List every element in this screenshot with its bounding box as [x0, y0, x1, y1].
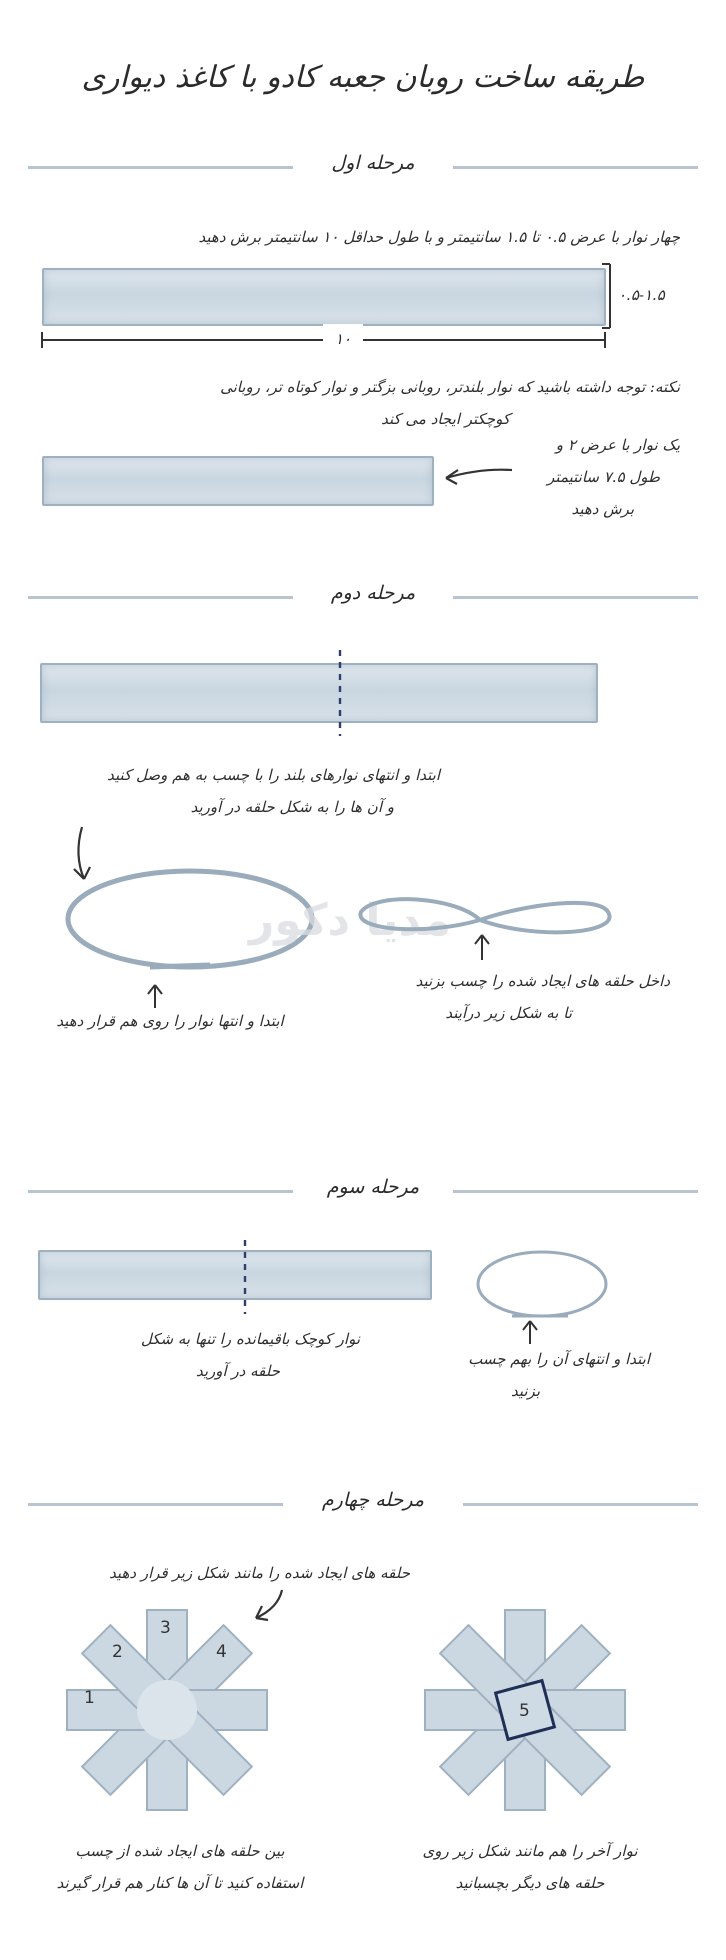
- loop-number-1: 1: [84, 1688, 95, 1708]
- ribbon-star-right: [420, 1605, 630, 1815]
- pinch-line2: تا به شکل زیر درآیند: [445, 1004, 572, 1022]
- glue-line1: ابتدا و انتهای آن را بهم چسب: [468, 1350, 650, 1368]
- small-strip-dashed-mark: [240, 1238, 250, 1316]
- short-line2: طول ۷.۵ سانتیمتر: [547, 468, 660, 486]
- short-strip-arrow: [440, 460, 515, 490]
- pinch-line1: داخل حلقه های ایجاد شده را چسب بزنید: [415, 972, 670, 990]
- short-strip: [42, 456, 434, 506]
- small-loop: [472, 1246, 612, 1326]
- short-line3: برش دهید: [571, 500, 634, 518]
- left-line1: بین حلقه های ایجاد شده از چسب: [75, 1842, 285, 1860]
- strip-with-center-mark: [40, 663, 598, 723]
- loop-number-2: 2: [112, 1642, 123, 1662]
- right-line2: حلقه های دیگر بچسبانید: [455, 1874, 605, 1892]
- width-bracket: [600, 262, 620, 332]
- loop-number-5: 5: [519, 1701, 530, 1721]
- step1-title: مرحله اول: [293, 152, 453, 174]
- ribbon-star-left: [62, 1605, 272, 1815]
- loop-caption: ابتدا و انتها نوار را روی هم قرار دهید: [56, 1012, 284, 1030]
- left-line2: استفاده کنید تا آن ها کنار هم قرار گیرند: [56, 1874, 304, 1892]
- loop-number-4: 4: [216, 1642, 227, 1662]
- width-label: ۰.۵-۱.۵: [618, 286, 665, 304]
- right-line1: نوار آخر را هم مانند شکل زیر روی: [422, 1842, 638, 1860]
- watermark-logo: مدیا دکور: [248, 895, 452, 946]
- pinch-arrow: [472, 932, 492, 962]
- note-line1: نکته: توجه داشته باشید که نوار بلندتر، روبانی بزگتر و نوار کوتاه تر، روبانی: [220, 378, 680, 396]
- step2-title: مرحله دوم: [293, 582, 453, 604]
- page-title: طریقه ساخت روبان جعبه کادو با کاغذ دیواری: [81, 60, 645, 95]
- short-line1: یک نوار با عرض ۲ و: [555, 436, 680, 454]
- step2-instruction-line1: ابتدا و انتهای نوارهای بلند را با چسب به هم وصل کنید: [107, 766, 440, 784]
- arrange-instruction: حلقه های ایجاد شده را مانند شکل زیر قرار دهید: [109, 1564, 410, 1582]
- loop-number-3: 3: [160, 1618, 171, 1638]
- glue-line2: بزنید: [510, 1382, 540, 1400]
- step1-instruction: چهار نوار با عرض ۰.۵ تا ۱.۵ سانتیمتر و با طول حداقل ۱۰ سانتیمتر برش دهید: [198, 228, 680, 246]
- step4-title: مرحله چهارم: [283, 1489, 463, 1511]
- note-line2: کوچکتر ایجاد می کند: [381, 410, 510, 428]
- strip-line1: نوار کوچک باقیمانده را تنها به شکل: [140, 1330, 360, 1348]
- small-strip: [38, 1250, 432, 1300]
- length-label: ۱۰: [323, 324, 363, 354]
- center-dashed-mark: [335, 648, 345, 738]
- small-loop-arrow: [520, 1318, 540, 1346]
- step2-instruction-line2: و آن ها را به شکل حلقه در آورید: [190, 798, 394, 816]
- strip-line2: حلقه در آورید: [195, 1362, 280, 1380]
- step3-title: مرحله سوم: [293, 1176, 453, 1198]
- long-strip: [42, 268, 606, 326]
